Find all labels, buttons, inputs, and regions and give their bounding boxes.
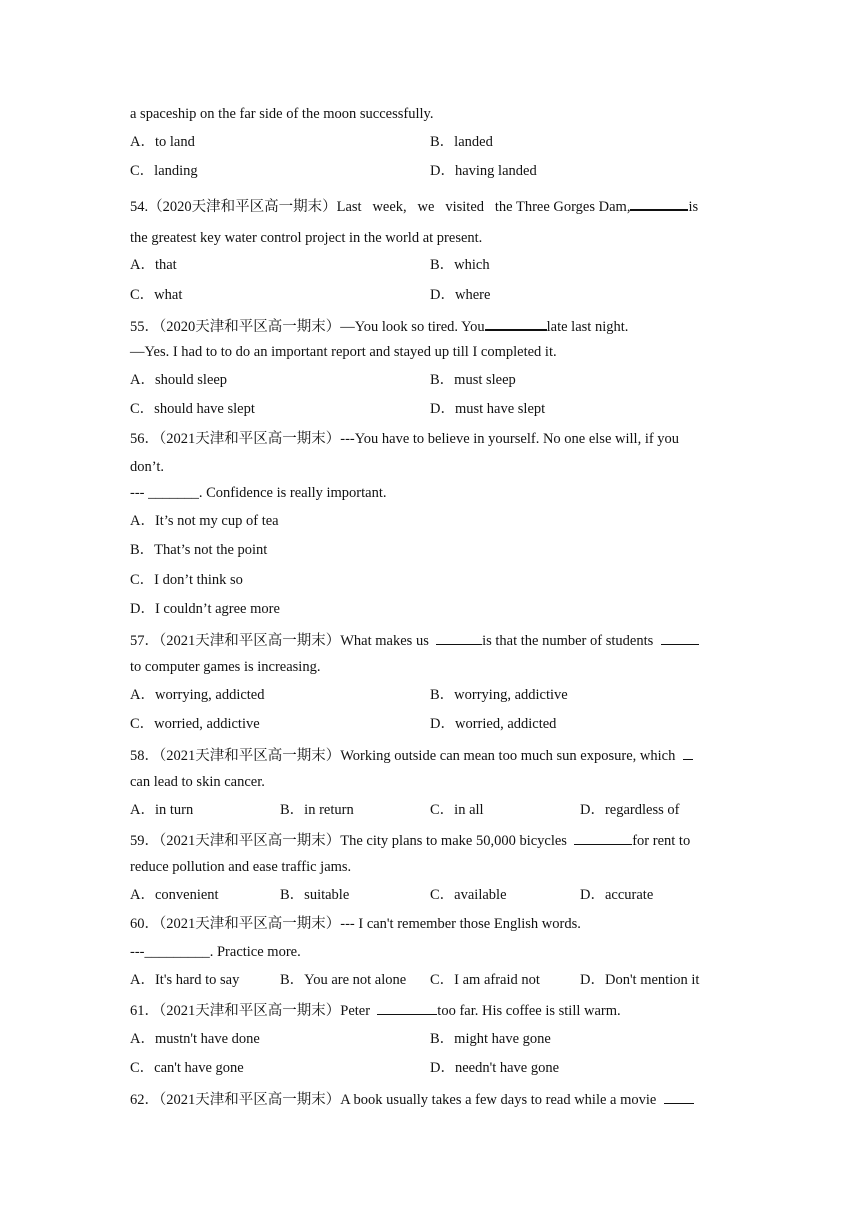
q58-option-c: C．in all <box>430 802 484 818</box>
q61-number: 61． <box>130 1003 159 1019</box>
q59-blank <box>574 830 632 845</box>
q60-stem-line2: ---_________. Practice more. <box>130 944 301 960</box>
q57-blank-1 <box>436 630 482 645</box>
q54-stem <box>130 195 698 216</box>
q55-option-c: C．should have slept <box>130 401 255 417</box>
q55-option-d: D．must have slept <box>430 401 546 417</box>
q60-option-c: C．I am afraid not <box>430 972 540 988</box>
q57-option-d: D．worried, addicted <box>430 716 557 732</box>
q55-number: 55． <box>130 319 159 335</box>
q56-option-d: D．I couldn’t agree more <box>130 601 280 617</box>
q53-option-a: A．to land <box>130 134 195 150</box>
q61-stem-part2: too far. His coffee is still warm. <box>437 1003 621 1019</box>
q60-option-d: D．Don't mention it <box>580 972 700 988</box>
q58-option-b: B．in return <box>280 802 354 818</box>
q55-stem-line2: —Yes. I had to to do an important report and stayed up till I completed it. <box>130 344 557 360</box>
q58-stem-part1: Working outside can mean too much sun exposure, which <box>340 748 676 764</box>
q61-stem <box>130 1000 621 1020</box>
q59-number: 59． <box>130 833 159 849</box>
q57-number: 57． <box>130 633 159 649</box>
q61-option-b: B．might have gone <box>430 1031 551 1047</box>
q54-number: 54. <box>130 199 149 215</box>
q53-option-c: C．landing <box>130 163 198 179</box>
q60-stem <box>130 915 581 933</box>
q59-option-b: B．suitable <box>280 887 350 903</box>
q53-option-b: B．landed <box>430 134 493 150</box>
q55-option-a: A．should sleep <box>130 372 228 388</box>
q59-stem-part2: for rent to <box>632 833 691 849</box>
q54-option-b: B．which <box>430 257 490 273</box>
q57-option-a: A．worrying, addicted <box>130 687 265 703</box>
q58-option-d: D．regardless of <box>580 802 680 818</box>
q57-stem <box>130 630 699 650</box>
q55-source: （2020天津和平区高一期末） <box>159 319 341 335</box>
q61-source: （2021天津和平区高一期末） <box>159 1003 341 1019</box>
q54-option-c: C．what <box>130 287 183 303</box>
q62-stem-part1: A book usually takes a few days to read while a movie <box>340 1092 657 1108</box>
q58-source: （2021天津和平区高一期末） <box>159 748 341 764</box>
q56-stem-line3: --- _______. Confidence is really important. <box>130 485 387 501</box>
q58-stem-line2: can lead to skin cancer. <box>130 774 265 790</box>
q62-source: （2021天津和平区高一期末） <box>159 1092 341 1108</box>
q55-option-b: B．must sleep <box>430 372 516 388</box>
q57-option-b: B．worrying, addictive <box>430 687 568 703</box>
q56-stem-part1: ---You have to believe in yourself. No one else will, if you <box>340 431 680 447</box>
q61-stem-part1: Peter <box>340 1003 371 1019</box>
q61-option-c: C．can't have gone <box>130 1060 244 1076</box>
q61-blank <box>377 1000 437 1015</box>
q59-option-a: A．convenient <box>130 887 219 903</box>
q53-option-d: D．having landed <box>430 163 537 179</box>
q59-option-c: C．available <box>430 887 507 903</box>
q57-source: （2021天津和平区高一期末） <box>159 633 341 649</box>
q58-stem <box>130 745 693 765</box>
q58-option-a: A．in turn <box>130 802 194 818</box>
q59-stem-part1: The city plans to make 50,000 bicycles <box>340 833 567 849</box>
q54-source: （2020天津和平区高一期末） <box>148 199 337 215</box>
q59-source: （2021天津和平区高一期末） <box>159 833 341 849</box>
q60-source: （2021天津和平区高一期末） <box>159 916 341 932</box>
q55-stem <box>130 315 628 336</box>
q60-number: 60． <box>130 916 159 932</box>
q53-stem: a spaceship on the far side of the moon successfully. <box>130 106 434 122</box>
q58-blank <box>683 745 693 760</box>
q58-number: 58． <box>130 748 159 764</box>
q61-option-d: D．needn't have gone <box>430 1060 560 1076</box>
q54-option-d: D．where <box>430 287 491 303</box>
q59-stem <box>130 830 690 850</box>
q59-option-d: D．accurate <box>580 887 654 903</box>
q62-blank <box>664 1089 694 1104</box>
q56-option-b: B．That’s not the point <box>130 542 268 558</box>
q57-stem-part1: What makes us <box>340 633 429 649</box>
q56-number: 56． <box>130 431 159 447</box>
q54-stem-part2: is <box>688 199 699 215</box>
q56-stem-line2: don’t. <box>130 459 164 475</box>
q54-option-a: A．that <box>130 257 177 273</box>
q57-option-c: C．worried, addictive <box>130 716 260 732</box>
q55-stem-part1: —You look so tired. You <box>340 319 485 335</box>
q57-stem-line2: to computer games is increasing. <box>130 659 321 675</box>
q54-stem-part1: Last week, we visited the Three Gorges Dam, <box>336 199 631 215</box>
q54-blank <box>630 195 688 211</box>
q62-number: 62． <box>130 1092 159 1108</box>
q60-option-a: A．It's hard to say <box>130 972 240 988</box>
q57-blank-2 <box>661 630 699 645</box>
q55-stem-part2: late last night. <box>546 319 629 335</box>
q60-option-b: B．You are not alone <box>280 972 407 988</box>
q60-stem-part1: --- I can't remember those English words. <box>340 916 581 932</box>
q55-blank <box>485 315 547 331</box>
q56-option-a: A．It’s not my cup of tea <box>130 513 279 529</box>
q56-stem <box>130 430 679 448</box>
q61-option-a: A．mustn't have done <box>130 1031 260 1047</box>
q62-stem <box>130 1089 694 1109</box>
q57-stem-part2: is that the number of students <box>482 633 654 649</box>
q56-option-c: C．I don’t think so <box>130 572 243 588</box>
q56-source: （2021天津和平区高一期末） <box>159 431 341 447</box>
q59-stem-line2: reduce pollution and ease traffic jams. <box>130 859 352 875</box>
q54-stem-line2: the greatest key water control project in the world at present. <box>130 230 483 246</box>
